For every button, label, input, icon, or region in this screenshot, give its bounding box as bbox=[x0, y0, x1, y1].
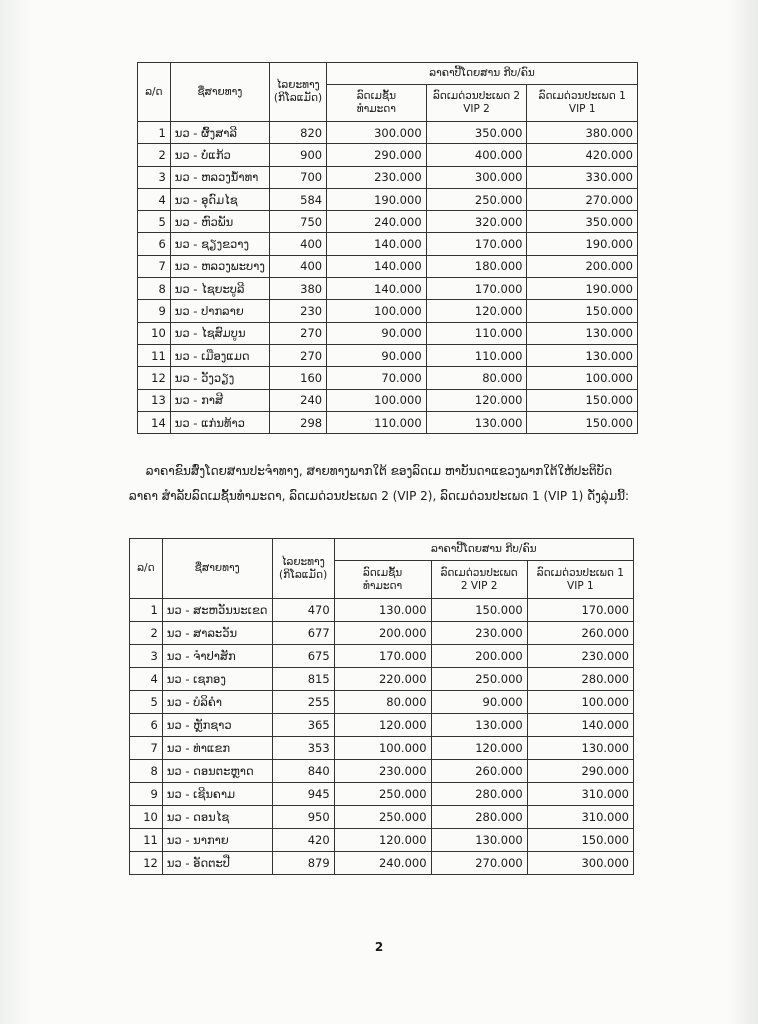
fare-table-south-body bbox=[130, 599, 634, 875]
cell-distance: 675 bbox=[272, 645, 334, 668]
table-row bbox=[130, 668, 634, 691]
cell-distance: 400 bbox=[269, 255, 326, 277]
header-vip1-line2: VIP 1 bbox=[567, 579, 594, 592]
cell-distance: 270 bbox=[269, 344, 326, 366]
cell-fare-vip1: 150.000 bbox=[527, 300, 638, 322]
cell-fare-vip1: 380.000 bbox=[527, 122, 638, 144]
table-row bbox=[130, 714, 634, 737]
cell-fare-vip1: 290.000 bbox=[527, 760, 633, 783]
table-row bbox=[138, 166, 638, 188]
cell-route: ນວ - ເຊີນຄາມ bbox=[162, 783, 272, 806]
cell-fare-vip2: 280.000 bbox=[431, 783, 527, 806]
header-distance bbox=[269, 63, 326, 122]
cell-route: ນວ - ແກ່ນທ້າວ bbox=[170, 411, 269, 433]
header-ordinary bbox=[334, 561, 431, 599]
cell-route: ນວ - ອັດຕະປື bbox=[162, 852, 272, 875]
cell-fare-ordinary: 250.000 bbox=[334, 783, 431, 806]
cell-route: ນວ - ຫລວງນ້ຳທາ bbox=[170, 166, 269, 188]
cell-route: ນວ - ສາລະວັນ bbox=[162, 622, 272, 645]
header-vip2-line2: VIP 2 bbox=[463, 103, 490, 115]
header-fare-group: ລາຄາປີ້ໂດຍສານ ກີບ/ຄົນ bbox=[327, 63, 638, 85]
cell-distance: 420 bbox=[272, 829, 334, 852]
header-vip1-line1: ລົດເມດ່ວນປະເພດ 1 bbox=[536, 566, 624, 579]
fare-table-south bbox=[129, 538, 634, 875]
cell-no: 11 bbox=[138, 344, 171, 366]
cell-fare-vip1: 230.000 bbox=[527, 645, 633, 668]
cell-fare-vip1: 300.000 bbox=[527, 852, 633, 875]
cell-fare-ordinary: 140.000 bbox=[327, 233, 427, 255]
cell-route: ນວ - ເຊກອງ bbox=[162, 668, 272, 691]
table-row bbox=[138, 144, 638, 166]
header-ordinary-line1: ລົດເມຊັ້ນ bbox=[362, 566, 403, 579]
cell-fare-vip1: 150.000 bbox=[527, 829, 633, 852]
cell-no: 8 bbox=[130, 760, 163, 783]
header-distance-line1: ໄລຍະທາງ bbox=[281, 555, 325, 568]
cell-route: ນວ - ຊຽງຂວາງ bbox=[170, 233, 269, 255]
cell-fare-vip2: 120.000 bbox=[426, 389, 527, 411]
header-ordinary-line1: ລົດເມຊັ້ນ bbox=[356, 90, 396, 102]
cell-route: ນວ - ຈຳປາສັກ bbox=[162, 645, 272, 668]
cell-fare-vip2: 110.000 bbox=[426, 344, 527, 366]
cell-fare-ordinary: 100.000 bbox=[327, 389, 427, 411]
cell-fare-vip1: 130.000 bbox=[527, 737, 633, 760]
table-row bbox=[138, 367, 638, 389]
cell-fare-vip1: 200.000 bbox=[527, 255, 638, 277]
cell-route: ນວ - ຜົ້ງສາລີ bbox=[170, 122, 269, 144]
cell-distance: 365 bbox=[272, 714, 334, 737]
cell-fare-ordinary: 200.000 bbox=[334, 622, 431, 645]
cell-fare-vip2: 400.000 bbox=[426, 144, 527, 166]
cell-fare-vip2: 110.000 bbox=[426, 322, 527, 344]
cell-fare-ordinary: 230.000 bbox=[327, 166, 427, 188]
cell-no: 1 bbox=[130, 599, 163, 622]
cell-fare-ordinary: 190.000 bbox=[327, 188, 427, 210]
cell-fare-vip2: 300.000 bbox=[426, 166, 527, 188]
table-row bbox=[138, 188, 638, 210]
cell-distance: 950 bbox=[272, 806, 334, 829]
cell-distance: 700 bbox=[269, 166, 326, 188]
cell-fare-vip2: 320.000 bbox=[426, 211, 527, 233]
cell-fare-vip2: 230.000 bbox=[431, 622, 527, 645]
cell-fare-vip1: 310.000 bbox=[527, 783, 633, 806]
cell-fare-vip1: 100.000 bbox=[527, 691, 633, 714]
cell-fare-ordinary: 100.000 bbox=[327, 300, 427, 322]
cell-distance: 380 bbox=[269, 278, 326, 300]
cell-no: 9 bbox=[130, 783, 163, 806]
cell-fare-vip1: 270.000 bbox=[527, 188, 638, 210]
paragraph-line-2: ລາຄາ ສຳລັບລົດເມຊັ້ນທຳມະດາ, ລົດເມດ່ວນປະເພດ 2 (VIP 2), ລົດເມດ່ວນປະເພດ 1 (VIP 1) ດັ່ງລຸ່ມນີ້: bbox=[128, 489, 630, 503]
cell-fare-ordinary: 230.000 bbox=[334, 760, 431, 783]
cell-fare-ordinary: 70.000 bbox=[327, 367, 427, 389]
cell-fare-vip1: 130.000 bbox=[527, 322, 638, 344]
cell-fare-ordinary: 170.000 bbox=[334, 645, 431, 668]
cell-fare-ordinary: 140.000 bbox=[327, 255, 427, 277]
cell-fare-vip2: 270.000 bbox=[431, 852, 527, 875]
cell-fare-vip1: 100.000 bbox=[527, 367, 638, 389]
cell-fare-ordinary: 90.000 bbox=[327, 322, 427, 344]
cell-fare-ordinary: 120.000 bbox=[334, 829, 431, 852]
cell-route: ນວ - ຫລວງພະບາງ bbox=[170, 255, 269, 277]
table-row bbox=[130, 622, 634, 645]
header-distance-line2: (ກິໂລແມັດ) bbox=[278, 568, 328, 581]
table-row bbox=[138, 255, 638, 277]
fare-table-north bbox=[137, 62, 638, 434]
header-distance-line2: (ກິໂລແມັດ) bbox=[273, 92, 323, 104]
cell-fare-vip2: 130.000 bbox=[431, 714, 527, 737]
cell-route: ນວ - ໄຊສົມບູນ bbox=[170, 322, 269, 344]
cell-fare-vip1: 130.000 bbox=[527, 344, 638, 366]
cell-fare-ordinary: 140.000 bbox=[327, 278, 427, 300]
cell-route: ນວ - ສະຫວັນນະເຂດ bbox=[162, 599, 272, 622]
cell-fare-vip1: 190.000 bbox=[527, 233, 638, 255]
cell-no: 3 bbox=[130, 645, 163, 668]
header-distance bbox=[272, 539, 334, 599]
cell-distance: 840 bbox=[272, 760, 334, 783]
header-vip1 bbox=[527, 561, 633, 599]
header-route: ຊື່ສາຍທາງ bbox=[170, 63, 269, 122]
cell-fare-ordinary: 110.000 bbox=[327, 411, 427, 433]
cell-no: 7 bbox=[138, 255, 171, 277]
cell-route: ນວ - ນາກາຍ bbox=[162, 829, 272, 852]
cell-no: 7 bbox=[130, 737, 163, 760]
cell-distance: 677 bbox=[272, 622, 334, 645]
cell-distance: 879 bbox=[272, 852, 334, 875]
paragraph-line-1: ລາຄາຂົນສົ່ງໂດຍສານປະຈຳທາງ, ສາຍທາງພາກໃຕ້ ຂອງລົດເມ ຫາບັນດາແຂວງພາກໃຕ້ໃຫ້ປະຕິບັດ bbox=[145, 464, 613, 478]
header-vip2-line2: 2 VIP 2 bbox=[460, 579, 498, 592]
cell-fare-ordinary: 250.000 bbox=[334, 806, 431, 829]
cell-fare-ordinary: 120.000 bbox=[334, 714, 431, 737]
cell-fare-vip1: 190.000 bbox=[527, 278, 638, 300]
cell-no: 4 bbox=[130, 668, 163, 691]
table-row bbox=[130, 852, 634, 875]
cell-fare-ordinary: 290.000 bbox=[327, 144, 427, 166]
cell-no: 12 bbox=[138, 367, 171, 389]
table-row bbox=[130, 691, 634, 714]
cell-no: 8 bbox=[138, 278, 171, 300]
cell-fare-ordinary: 80.000 bbox=[334, 691, 431, 714]
cell-fare-vip1: 150.000 bbox=[527, 411, 638, 433]
header-vip2 bbox=[426, 85, 527, 122]
table-row bbox=[138, 278, 638, 300]
cell-fare-vip2: 80.000 bbox=[426, 367, 527, 389]
cell-no: 2 bbox=[138, 144, 171, 166]
cell-route: ນວ - ປາກລາຍ bbox=[170, 300, 269, 322]
cell-fare-vip2: 150.000 bbox=[431, 599, 527, 622]
cell-fare-vip1: 330.000 bbox=[527, 166, 638, 188]
header-fare-group: ລາຄາປີ້ໂດຍສານ ກີບ/ຄົນ bbox=[334, 539, 633, 561]
header-vip1 bbox=[527, 85, 638, 122]
cell-no: 1 bbox=[138, 122, 171, 144]
cell-no: 13 bbox=[138, 389, 171, 411]
table-row bbox=[138, 322, 638, 344]
cell-fare-ordinary: 240.000 bbox=[327, 211, 427, 233]
cell-route: ນວ - ຫົວພັນ bbox=[170, 211, 269, 233]
cell-fare-vip1: 310.000 bbox=[527, 806, 633, 829]
header-ordinary bbox=[327, 85, 427, 122]
header-vip1-line1: ລົດເມດ່ວນປະເພດ 1 bbox=[538, 90, 626, 102]
cell-fare-vip2: 280.000 bbox=[431, 806, 527, 829]
cell-distance: 240 bbox=[269, 389, 326, 411]
cell-no: 2 bbox=[130, 622, 163, 645]
header-ordinary-line2: ທຳມະດາ bbox=[362, 579, 403, 592]
cell-fare-ordinary: 90.000 bbox=[327, 344, 427, 366]
cell-distance: 584 bbox=[269, 188, 326, 210]
cell-distance: 750 bbox=[269, 211, 326, 233]
fare-table-north-body bbox=[138, 122, 638, 434]
table-row bbox=[138, 122, 638, 144]
cell-fare-ordinary: 130.000 bbox=[334, 599, 431, 622]
table-row bbox=[138, 233, 638, 255]
cell-route: ນວ - ຫຼັກຊາວ bbox=[162, 714, 272, 737]
cell-distance: 945 bbox=[272, 783, 334, 806]
cell-no: 3 bbox=[138, 166, 171, 188]
page-number: 2 bbox=[374, 940, 384, 954]
cell-fare-vip1: 420.000 bbox=[527, 144, 638, 166]
cell-distance: 160 bbox=[269, 367, 326, 389]
header-distance-line1: ໄລຍະທາງ bbox=[276, 79, 320, 91]
cell-fare-vip1: 260.000 bbox=[527, 622, 633, 645]
cell-distance: 298 bbox=[269, 411, 326, 433]
cell-no: 6 bbox=[130, 714, 163, 737]
cell-fare-vip1: 350.000 bbox=[527, 211, 638, 233]
cell-fare-vip1: 140.000 bbox=[527, 714, 633, 737]
cell-fare-vip1: 150.000 bbox=[527, 389, 638, 411]
cell-no: 10 bbox=[130, 806, 163, 829]
cell-fare-vip2: 250.000 bbox=[426, 188, 527, 210]
cell-fare-vip2: 120.000 bbox=[426, 300, 527, 322]
cell-fare-ordinary: 300.000 bbox=[327, 122, 427, 144]
table-row bbox=[130, 829, 634, 852]
cell-no: 12 bbox=[130, 852, 163, 875]
cell-fare-ordinary: 240.000 bbox=[334, 852, 431, 875]
table-row bbox=[138, 389, 638, 411]
cell-fare-ordinary: 100.000 bbox=[334, 737, 431, 760]
cell-fare-vip1: 170.000 bbox=[527, 599, 633, 622]
table-row bbox=[138, 344, 638, 366]
cell-fare-vip2: 180.000 bbox=[426, 255, 527, 277]
cell-fare-vip2: 250.000 bbox=[431, 668, 527, 691]
header-no: ລ/ດ bbox=[130, 539, 163, 599]
cell-fare-vip2: 260.000 bbox=[431, 760, 527, 783]
cell-distance: 353 bbox=[272, 737, 334, 760]
cell-no: 14 bbox=[138, 411, 171, 433]
cell-fare-vip2: 350.000 bbox=[426, 122, 527, 144]
cell-distance: 820 bbox=[269, 122, 326, 144]
cell-no: 5 bbox=[130, 691, 163, 714]
table-row bbox=[138, 211, 638, 233]
table-row bbox=[138, 300, 638, 322]
cell-distance: 900 bbox=[269, 144, 326, 166]
cell-distance: 230 bbox=[269, 300, 326, 322]
cell-fare-vip2: 130.000 bbox=[431, 829, 527, 852]
cell-route: ນວ - ໄຊຍະບູລີ bbox=[170, 278, 269, 300]
table-row bbox=[138, 411, 638, 433]
header-no: ລ/ດ bbox=[138, 63, 171, 122]
cell-no: 9 bbox=[138, 300, 171, 322]
cell-fare-vip1: 280.000 bbox=[527, 668, 633, 691]
cell-distance: 400 bbox=[269, 233, 326, 255]
cell-distance: 815 bbox=[272, 668, 334, 691]
table-row bbox=[130, 783, 634, 806]
table-row bbox=[130, 806, 634, 829]
cell-no: 11 bbox=[130, 829, 163, 852]
cell-no: 10 bbox=[138, 322, 171, 344]
cell-fare-vip2: 130.000 bbox=[426, 411, 527, 433]
table-row bbox=[130, 599, 634, 622]
cell-route: ນວ - ທ່າແຂກ bbox=[162, 737, 272, 760]
cell-route: ນວ - ອຸດົມໄຊ bbox=[170, 188, 269, 210]
header-vip1-line2: VIP 1 bbox=[568, 103, 596, 115]
cell-route: ນວ - ກາສີ bbox=[170, 389, 269, 411]
header-vip2-line1: ລົດເມດ່ວນປະເພດ bbox=[440, 566, 518, 579]
cell-route: ນວ - ດອນຕະຫຼາດ bbox=[162, 760, 272, 783]
table-row bbox=[130, 737, 634, 760]
cell-route: ນວ - ວັງວຽງ bbox=[170, 367, 269, 389]
header-vip2-line1: ລົດເມດ່ວນປະເພດ 2 bbox=[432, 90, 521, 102]
cell-distance: 255 bbox=[272, 691, 334, 714]
cell-no: 5 bbox=[138, 211, 171, 233]
cell-fare-vip2: 170.000 bbox=[426, 233, 527, 255]
cell-distance: 470 bbox=[272, 599, 334, 622]
cell-fare-vip2: 90.000 bbox=[431, 691, 527, 714]
header-route: ຊື່ສາຍທາງ bbox=[162, 539, 272, 599]
cell-route: ນວ - ບໍລິຄຳ bbox=[162, 691, 272, 714]
cell-fare-vip2: 120.000 bbox=[431, 737, 527, 760]
cell-fare-vip2: 170.000 bbox=[426, 278, 527, 300]
cell-no: 4 bbox=[138, 188, 171, 210]
cell-no: 6 bbox=[138, 233, 171, 255]
cell-route: ນວ - ດອນໄຊ bbox=[162, 806, 272, 829]
table-row bbox=[130, 760, 634, 783]
cell-route: ນວ - ເມືອງແມດ bbox=[170, 344, 269, 366]
cell-distance: 270 bbox=[269, 322, 326, 344]
cell-route: ນວ - ບໍ່ແກ້ວ bbox=[170, 144, 269, 166]
header-vip2 bbox=[431, 561, 527, 599]
cell-fare-vip2: 200.000 bbox=[431, 645, 527, 668]
table-row bbox=[130, 645, 634, 668]
header-ordinary-line2: ທຳມະດາ bbox=[356, 103, 396, 115]
cell-fare-ordinary: 220.000 bbox=[334, 668, 431, 691]
